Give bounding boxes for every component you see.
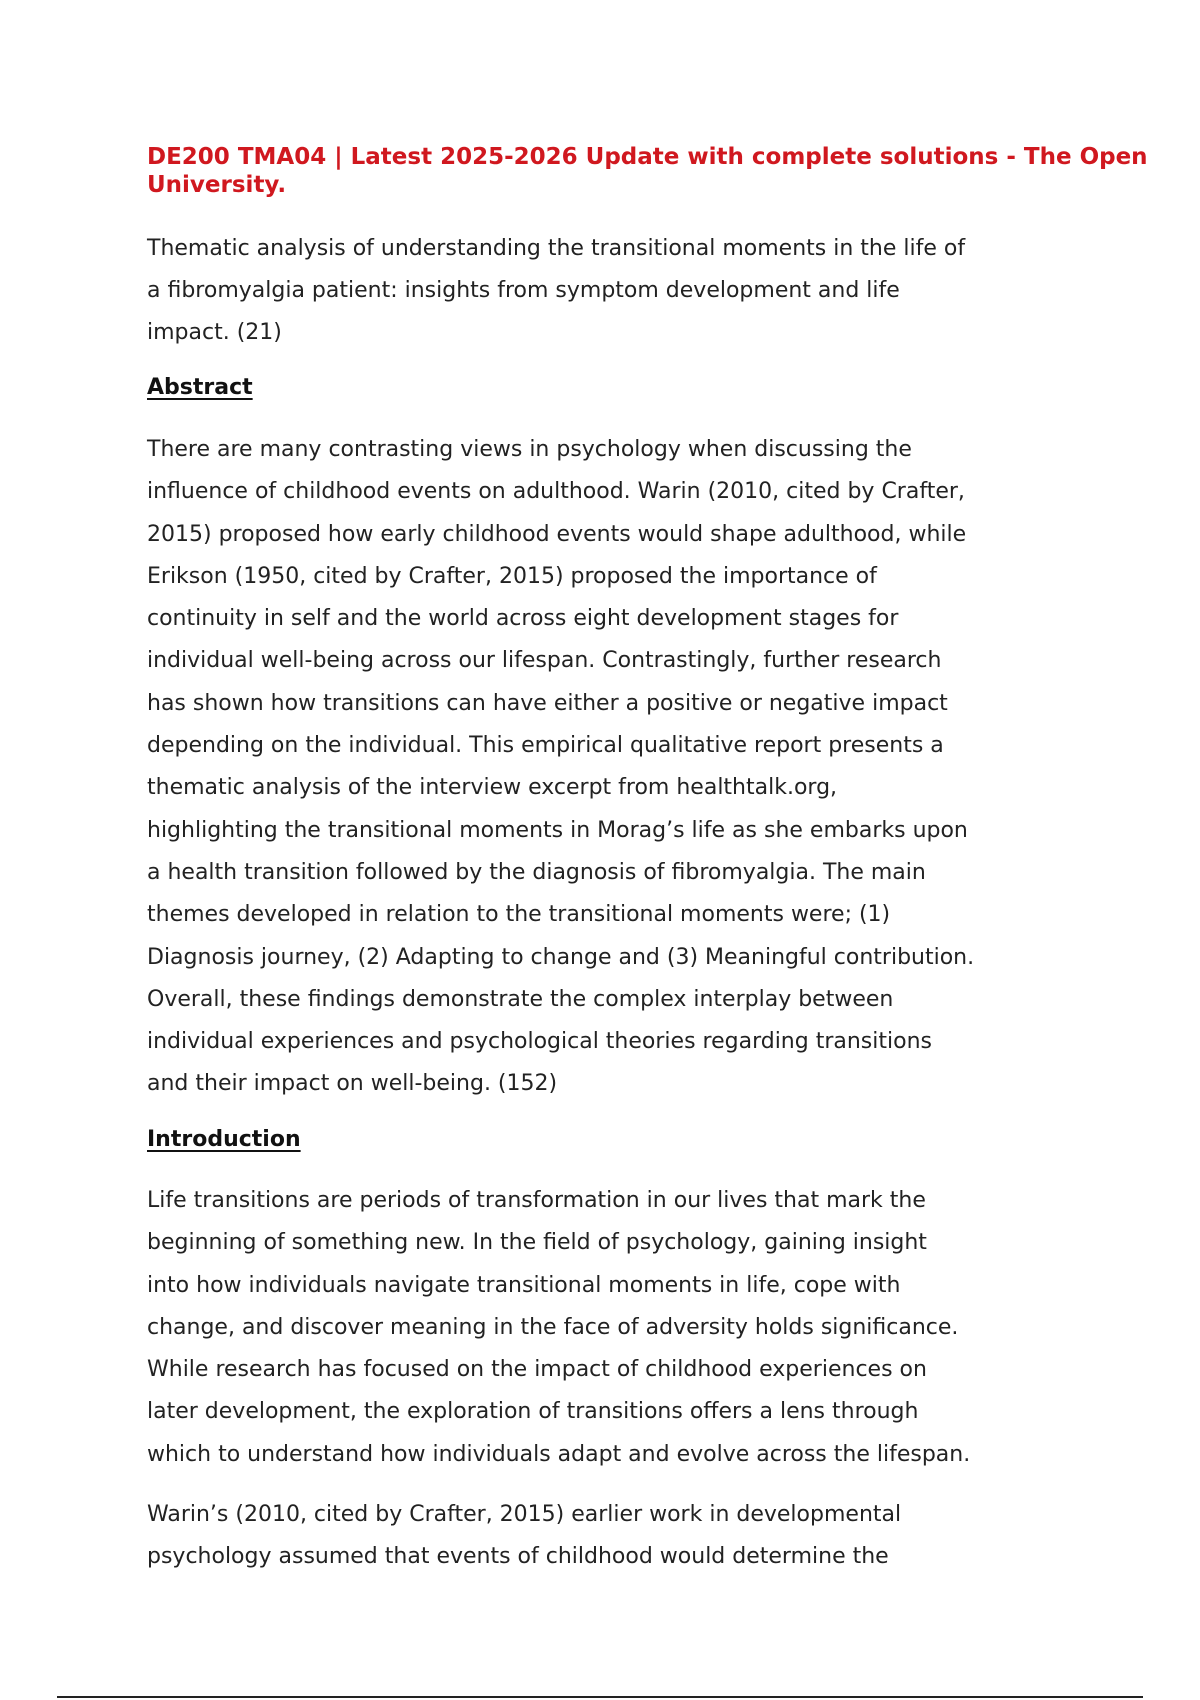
abstract-line: continuity in self and the world across eight development stages for: [147, 606, 899, 632]
title-line: DE200 TMA04 | Latest 2025-2026 Update with complete solutions - The Open: [147, 144, 1148, 170]
abstract-line: themes developed in relation to the transitional moments were; (1): [147, 902, 891, 928]
abstract-line: Erikson (1950, cited by Crafter, 2015) proposed the importance of: [147, 563, 877, 589]
introduction-heading: Introduction: [147, 1127, 301, 1152]
intro-line: beginning of something new. In the field of psychology, gaining insight: [147, 1230, 927, 1256]
document-title: [147, 143, 1197, 199]
abstract-heading: Abstract: [147, 375, 253, 400]
intro-line: psychology assumed that events of childhood would determine the: [147, 1544, 889, 1570]
report-subtitle: [147, 228, 1067, 354]
intro-line: change, and discover meaning in the face of adversity holds significance.: [147, 1314, 959, 1340]
abstract-line: individual well-being across our lifespan. Contrastingly, further research: [147, 648, 942, 674]
subtitle-line: Thematic analysis of understanding the transitional moments in the life of: [147, 236, 966, 261]
intro-line: which to understand how individuals adapt and evolve across the lifespan.: [147, 1441, 971, 1467]
abstract-line: individual experiences and psychological theories regarding transitions: [147, 1029, 932, 1055]
abstract-line: Overall, these findings demonstrate the complex interplay between: [147, 986, 894, 1012]
subtitle-line: impact. (21): [147, 320, 282, 345]
abstract-line: and their impact on well-being. (152): [147, 1071, 558, 1097]
subtitle-line: a fibromyalgia patient: insights from symptom development and life: [147, 278, 900, 303]
abstract-line: 2015) proposed how early childhood events would shape adulthood, while: [147, 521, 967, 547]
footer-divider: [57, 1696, 1143, 1698]
abstract-line: highlighting the transitional moments in Morag’s life as she embarks upon: [147, 817, 968, 843]
abstract-line: influence of childhood events on adulthood. Warin (2010, cited by Crafter,: [147, 479, 965, 505]
abstract-line: depending on the individual. This empirical qualitative report presents a: [147, 733, 944, 759]
abstract-line: thematic analysis of the interview excerpt from healthtalk.org,: [147, 775, 838, 801]
intro-line: Warin’s (2010, cited by Crafter, 2015) earlier work in developmental: [147, 1502, 902, 1527]
abstract-line: has shown how transitions can have either a positive or negative impact: [147, 690, 948, 716]
abstract-line: a health transition followed by the diagnosis of fibromyalgia. The main: [147, 859, 926, 885]
introduction-paragraph-2: [147, 1494, 1067, 1579]
introduction-paragraph-1: [147, 1180, 1067, 1476]
intro-line: later development, the exploration of transitions offers a lens through: [147, 1399, 919, 1425]
title-line: University.: [147, 172, 287, 198]
intro-line: into how individuals navigate transitional moments in life, cope with: [147, 1272, 901, 1298]
intro-line: Life transitions are periods of transformation in our lives that mark the: [147, 1188, 926, 1213]
intro-line: While research has focused on the impact of childhood experiences on: [147, 1357, 927, 1383]
abstract-line: Diagnosis journey, (2) Adapting to change and (3) Meaningful contribution.: [147, 944, 975, 970]
abstract-line: There are many contrasting views in psychology when discussing the: [147, 437, 912, 462]
abstract-paragraph: [147, 429, 1067, 1106]
